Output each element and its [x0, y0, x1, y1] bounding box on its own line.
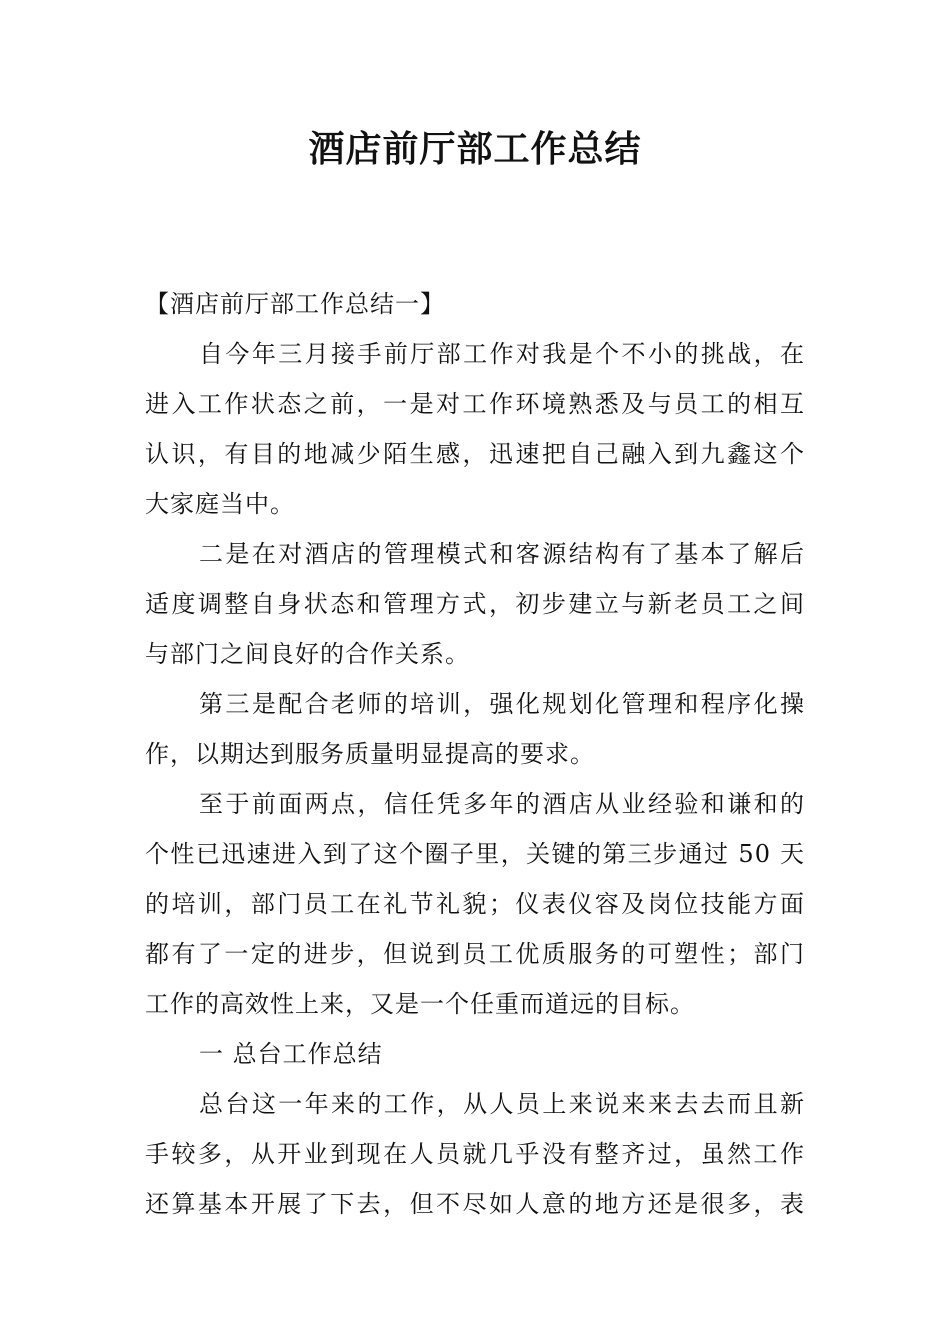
paragraph-line: 都有了一定的进步，但说到员工优质服务的可塑性；部门	[145, 940, 805, 968]
paragraph-line: 手较多，从开业到现在人员就几乎没有整齐过，虽然工作	[145, 1140, 805, 1168]
paragraph-3	[145, 679, 805, 779]
paragraph-5	[145, 1079, 805, 1229]
paragraph-line: 作，以期达到服务质量明显提高的要求。	[145, 740, 595, 768]
paragraph-line: 总台这一年来的工作，从人员上来说来来去去而且新	[199, 1090, 805, 1118]
document-body	[145, 279, 805, 1229]
paragraph-1	[145, 329, 805, 529]
paragraph-line: 二是在对酒店的管理模式和客源结构有了基本了解后	[199, 540, 805, 568]
paragraph-line: 大家庭当中。	[145, 490, 295, 518]
paragraph-line: 还算基本开展了下去，但不尽如人意的地方还是很多，表	[145, 1190, 805, 1218]
paragraph-4	[145, 779, 805, 1029]
paragraph-line: 与部门之间良好的合作关系。	[145, 640, 470, 668]
paragraph-line: 适度调整自身状态和管理方式，初步建立与新老员工之间	[145, 590, 805, 618]
subsection-heading	[145, 1029, 805, 1079]
paragraph-line: 自今年三月接手前厅部工作对我是个不小的挑战，在	[199, 340, 805, 368]
paragraph-line: 的培训，部门员工在礼节礼貌；仪表仪容及岗位技能方面	[145, 890, 805, 918]
paragraph-line: 工作的高效性上来，又是一个任重而道远的目标。	[145, 990, 695, 1018]
paragraph-line: 第三是配合老师的培训，强化规划化管理和程序化操	[199, 690, 805, 718]
paragraph-line: 个性已迅速进入到了这个圈子里，关键的第三步通过 50 天	[145, 840, 805, 868]
paragraph-line: 至于前面两点，信任凭多年的酒店从业经验和谦和的	[199, 790, 805, 818]
subsection-heading-line: 一 总台工作总结	[199, 1040, 383, 1068]
document-title: 酒店前厅部工作总结	[308, 129, 642, 170]
paragraph-line: 进入工作状态之前，一是对工作环境熟悉及与员工的相互	[145, 390, 805, 418]
paragraph-line: 认识，有目的地减少陌生感，迅速把自己融入到九鑫这个	[145, 440, 805, 468]
paragraph-2	[145, 529, 805, 679]
section-heading: 【酒店前厅部工作总结一】	[145, 290, 445, 318]
